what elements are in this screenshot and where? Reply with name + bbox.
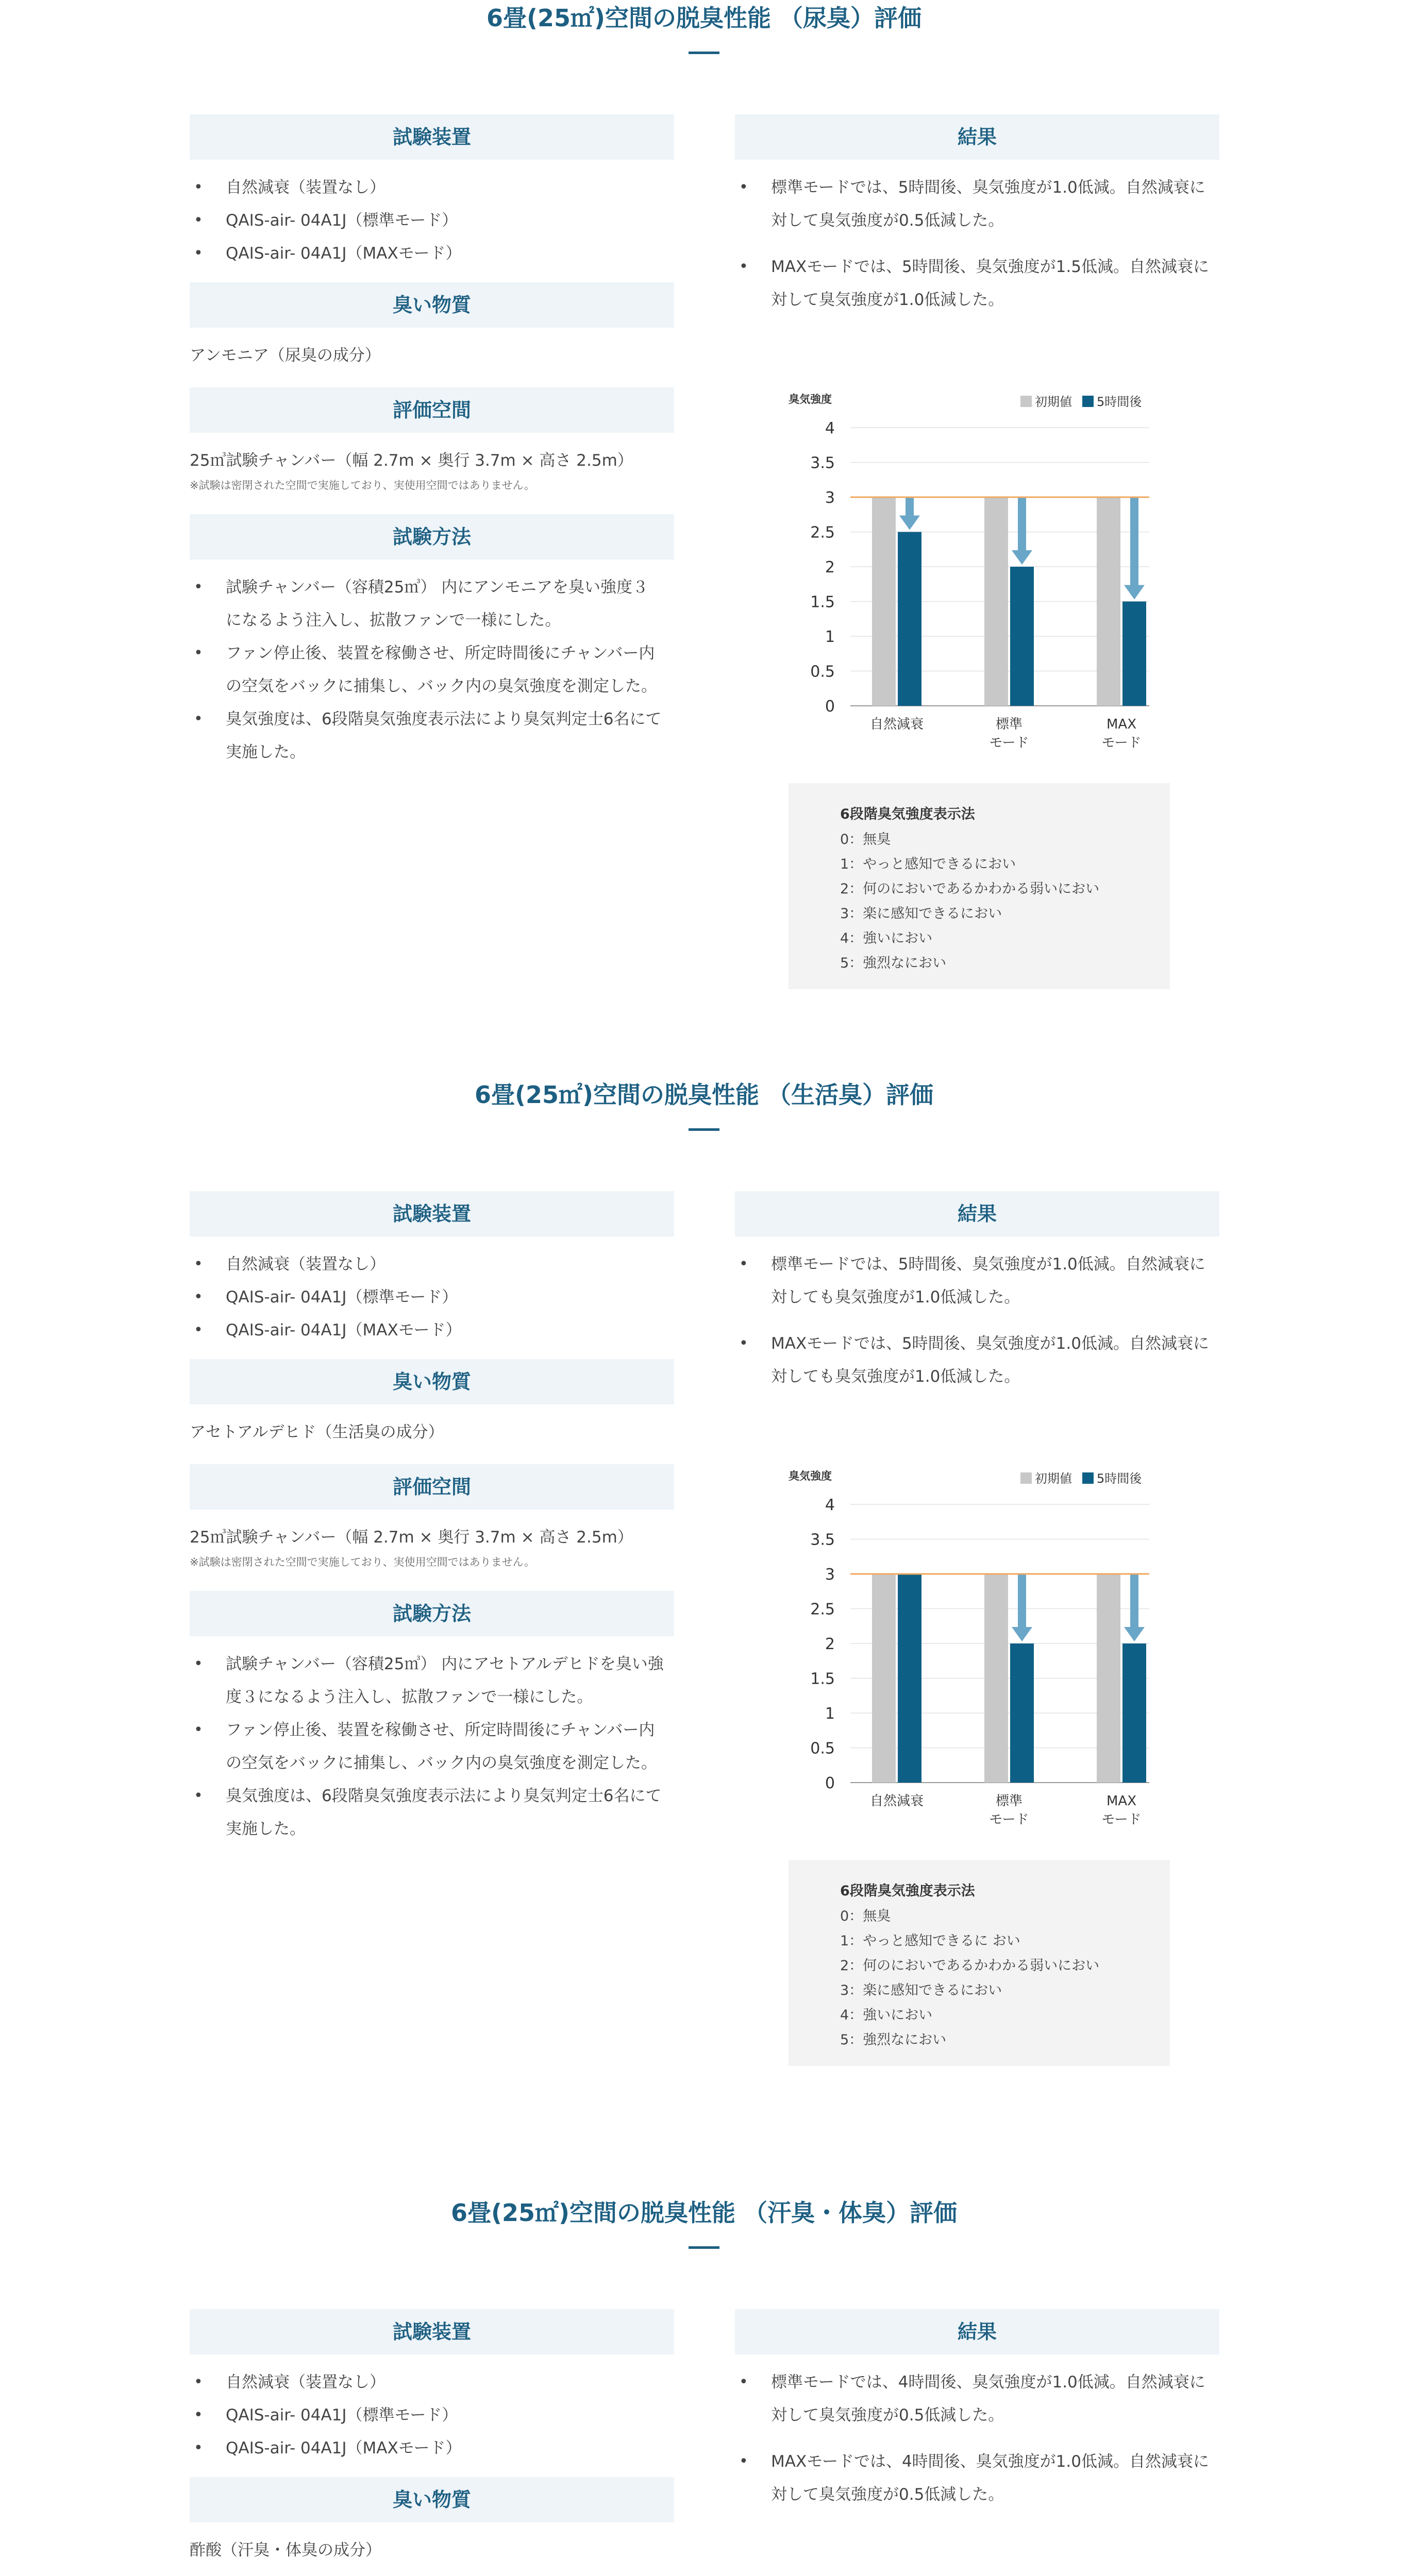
method-heading: 試験方法: [190, 1591, 674, 1636]
y-tick-label: 1.5: [810, 593, 835, 612]
bar-initial: [872, 497, 896, 706]
reduction-arrow-head: [1124, 585, 1145, 600]
y-tick-label: 1: [825, 1705, 835, 1723]
odor-bar-chart: [778, 1458, 1180, 1839]
bar-initial: [1097, 1574, 1120, 1783]
odor-heading: 臭い物質: [190, 2477, 674, 2522]
section-title: 6畳(25㎡)空間の脱臭性能 （生活臭）評価: [474, 1081, 934, 1109]
odor-substance: アンモニア（尿臭の成分）: [190, 346, 381, 365]
x-tick-label: MAX: [1106, 717, 1137, 732]
eval-section: [0, 2195, 1408, 2576]
bar-after: [1010, 1643, 1034, 1783]
method-item: • ファン停止後、装置を稼働させ、所定時間後にチャンバー内の空気をバックに捕集し、バック内の臭気強度を測定した。: [190, 637, 674, 703]
y-tick-label: 0: [825, 698, 835, 716]
result-item: • 標準モードでは、5時間後、臭気強度が1.0低減。自然減衰に対して臭気強度が0.5低減した。: [735, 171, 1219, 237]
scale-item: 4：強いにおい: [840, 2007, 933, 2023]
result-heading: 結果: [735, 1191, 1219, 1236]
device-item: • QAIS-air- 04A1J（MAXモード）: [190, 1314, 674, 1347]
reduction-arrow-head: [1124, 1627, 1145, 1641]
method-item: • 臭気強度は、6段階臭気強度表示法により臭気判定士6名にて実施した。: [190, 1780, 674, 1845]
odor-substance: 酢酸（汗臭・体臭の成分）: [190, 2541, 381, 2560]
device-item: • 自然減衰（装置なし）: [190, 1248, 674, 1281]
device-item: • 自然減衰（装置なし）: [190, 2366, 674, 2399]
y-tick-label: 4: [825, 1496, 835, 1514]
bar-after: [898, 532, 921, 706]
y-tick-label: 1: [825, 628, 835, 646]
y-tick-label: 1.5: [810, 1670, 835, 1688]
scale-item: 2：何のにおいであるかわかる弱いにおい: [840, 1958, 1100, 1974]
y-tick-label: 0.5: [810, 1739, 835, 1758]
device-list: [190, 2366, 674, 2465]
odor-scale-legend: [789, 1860, 1170, 2066]
device-list: [190, 1248, 674, 1347]
x-tick-label: 標準: [995, 1793, 1023, 1809]
result-item: • MAXモードでは、5時間後、臭気強度が1.5低減。自然減衰に対して臭気強度が1.0低減した。: [735, 250, 1219, 316]
odor-heading: 臭い物質: [190, 282, 674, 328]
title-underline: [689, 2246, 719, 2249]
scale-item: 1：やっと感知できるにおい: [840, 856, 1016, 872]
legend-label: 初期値: [1035, 1471, 1072, 1486]
scale-item: 0：無臭: [840, 832, 891, 848]
reduction-arrow-head: [1012, 550, 1032, 565]
x-tick-label: モード: [1101, 735, 1142, 751]
odor-bar-chart: [778, 381, 1180, 762]
device-item: • 自然減衰（装置なし）: [190, 171, 674, 204]
eval-section: [0, 1077, 1408, 2107]
x-tick-label: 自然減衰: [869, 717, 924, 732]
device-heading: 試験装置: [190, 114, 674, 160]
reduction-arrow-head: [899, 516, 920, 530]
scale-item: 5：強烈なにおい: [840, 955, 947, 971]
eval-section: [0, 0, 1408, 1030]
y-tick-label: 2: [825, 558, 835, 577]
odor-substance: アセトアルデヒド（生活臭の成分）: [190, 1423, 444, 1442]
result-heading: 結果: [735, 114, 1219, 160]
method-item: • 試験チャンバー（容積25㎥） 内にアセトアルデヒドを臭い強度３になるよう注入し、拡散ファンで一様にした。: [190, 1648, 674, 1714]
result-item: • 標準モードでは、4時間後、臭気強度が1.0低減。自然減衰に対して臭気強度が0.5低減した。: [735, 2366, 1219, 2432]
reduction-arrow-head: [1012, 1627, 1032, 1641]
x-tick-label: モード: [989, 735, 1029, 751]
x-tick-label: 標準: [995, 717, 1023, 732]
results-column: [735, 1191, 1219, 1406]
y-tick-label: 2.5: [810, 1600, 835, 1619]
scale-item: 5：強烈なにおい: [840, 2032, 947, 2048]
bar-initial: [1097, 497, 1120, 706]
y-tick-label: 2.5: [810, 523, 835, 542]
bar-initial: [984, 1574, 1008, 1783]
scale-item: 3：楽に感知できるにおい: [840, 906, 1002, 922]
legend-label: 5時間後: [1097, 395, 1142, 409]
evaluation-space: 25㎥試験チャンバー（幅 2.7m × 奥行 3.7m × 高さ 2.5m）: [190, 451, 633, 470]
y-tick-label: 3.5: [810, 454, 835, 472]
x-tick-label: MAX: [1106, 1793, 1137, 1809]
scale-title: 6段階臭気強度表示法: [840, 806, 975, 822]
device-list: [190, 171, 674, 270]
scale-item: 2：何のにおいであるかわかる弱いにおい: [840, 881, 1100, 897]
bar-after: [1010, 567, 1034, 706]
result-item: • MAXモードでは、4時間後、臭気強度が1.0低減。自然減衰に対して臭気強度が0.5低減した。: [735, 2445, 1219, 2511]
method-item: • 臭気強度は、6段階臭気強度表示法により臭気判定士6名にて実施した。: [190, 703, 674, 769]
scale-item: 3：楽に感知できるにおい: [840, 1982, 1002, 1998]
legend-swatch: [1020, 1472, 1032, 1484]
y-tick-label: 3: [825, 489, 835, 507]
result-list: [735, 1248, 1219, 1393]
reduction-arrow-shaft: [1018, 497, 1026, 551]
y-tick-label: 0.5: [810, 663, 835, 681]
space-heading: 評価空間: [190, 387, 674, 433]
y-tick-label: 2: [825, 1635, 835, 1653]
bar-after: [1122, 1643, 1146, 1783]
reduction-arrow-shaft: [906, 497, 914, 517]
title-underline: [689, 1128, 719, 1131]
reduction-arrow-shaft: [1018, 1574, 1026, 1628]
device-heading: 試験装置: [190, 1191, 674, 1236]
legend-swatch: [1020, 396, 1032, 407]
reduction-arrow-shaft: [1130, 1574, 1138, 1628]
x-tick-label: モード: [1101, 1812, 1142, 1827]
legend-swatch: [1082, 396, 1094, 407]
method-list: [190, 1648, 674, 1845]
y-axis-label: 臭気強度: [789, 1470, 832, 1482]
legend-swatch: [1082, 1472, 1094, 1484]
legend-label: 初期値: [1035, 395, 1072, 409]
result-list: [735, 171, 1219, 316]
device-item: • QAIS-air- 04A1J（標準モード）: [190, 2399, 674, 2432]
scale-item: 4：強いにおい: [840, 930, 933, 946]
y-tick-label: 3.5: [810, 1531, 835, 1549]
bar-initial: [984, 497, 1008, 706]
y-tick-label: 0: [825, 1774, 835, 1792]
y-tick-label: 3: [825, 1566, 835, 1584]
results-column: [735, 114, 1219, 330]
bar-initial: [872, 1574, 896, 1783]
odor-heading: 臭い物質: [190, 1359, 674, 1404]
device-item: • QAIS-air- 04A1J（標準モード）: [190, 204, 674, 237]
result-list: [735, 2366, 1219, 2511]
method-list: [190, 571, 674, 769]
test-conditions-column: [190, 2309, 674, 2576]
reduction-arrow-shaft: [1130, 497, 1138, 586]
y-tick-label: 4: [825, 419, 835, 437]
odor-scale-legend: [789, 783, 1170, 989]
device-item: • QAIS-air- 04A1J（MAXモード）: [190, 2432, 674, 2465]
bar-after: [1122, 602, 1146, 706]
legend-label: 5時間後: [1097, 1471, 1142, 1486]
scale-item: 1：やっと感知できるに おい: [840, 1933, 1020, 1949]
device-heading: 試験装置: [190, 2309, 674, 2354]
device-item: • QAIS-air- 04A1J（標準モード）: [190, 1281, 674, 1314]
evaluation-space: 25㎥試験チャンバー（幅 2.7m × 奥行 3.7m × 高さ 2.5m）: [190, 1528, 633, 1547]
result-heading: 結果: [735, 2309, 1219, 2354]
space-note: ※試験は密閉された空間で実施しており、実使用空間ではありません。: [190, 479, 535, 492]
results-column: [735, 2309, 1219, 2524]
result-item: • 標準モードでは、5時間後、臭気強度が1.0低減。自然減衰に対しても臭気強度が1.0低減した。: [735, 1248, 1219, 1314]
title-underline: [689, 52, 719, 54]
x-tick-label: モード: [989, 1812, 1029, 1827]
method-item: • 試験チャンバー（容積25㎥） 内にアンモニアを臭い強度３になるよう注入し、拡散ファンで一様にした。: [190, 571, 674, 637]
device-item: • QAIS-air- 04A1J（MAXモード）: [190, 237, 674, 270]
section-title: 6畳(25㎡)空間の脱臭性能 （汗臭・体臭）評価: [450, 2199, 958, 2227]
bar-after: [898, 1574, 921, 1783]
scale-item: 0：無臭: [840, 1908, 891, 1924]
scale-title: 6段階臭気強度表示法: [840, 1883, 975, 1899]
method-item: • ファン停止後、装置を稼働させ、所定時間後にチャンバー内の空気をバックに捕集し、バック内の臭気強度を測定した。: [190, 1714, 674, 1780]
space-heading: 評価空間: [190, 1464, 674, 1510]
y-axis-label: 臭気強度: [789, 393, 832, 405]
section-title: 6畳(25㎡)空間の脱臭性能 （尿臭）評価: [486, 4, 922, 32]
x-tick-label: 自然減衰: [869, 1793, 924, 1809]
test-conditions-column: [190, 1191, 674, 1845]
method-heading: 試験方法: [190, 514, 674, 560]
result-item: • MAXモードでは、5時間後、臭気強度が1.0低減。自然減衰に対しても臭気強度が1.0低減した。: [735, 1327, 1219, 1393]
test-conditions-column: [190, 114, 674, 769]
space-note: ※試験は密閉された空間で実施しており、実使用空間ではありません。: [190, 1556, 535, 1568]
